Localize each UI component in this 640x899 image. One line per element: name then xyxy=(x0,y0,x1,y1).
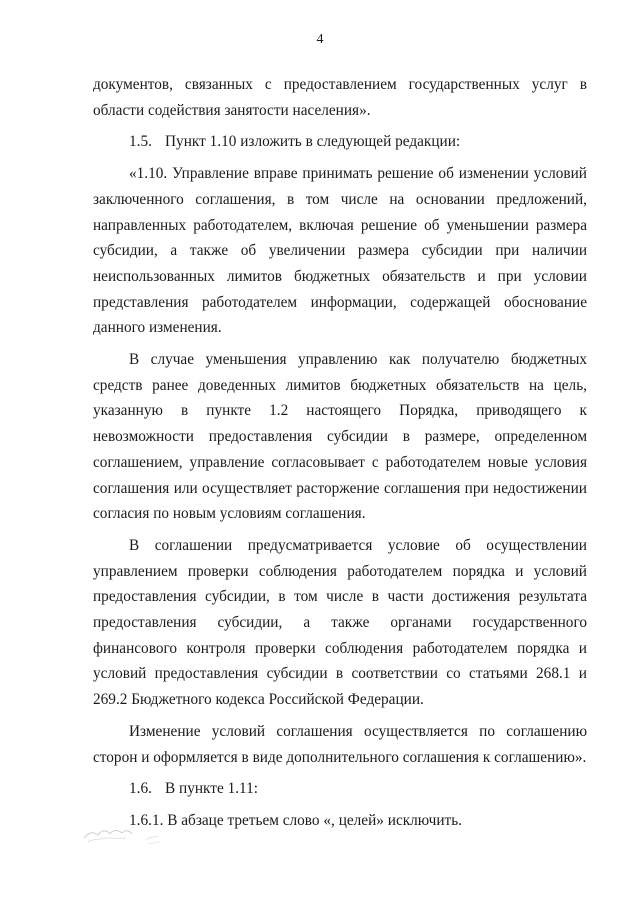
paragraph-clause-1-10: «1.10. Управление вправе принимать решение об изменении условий заключенного соглашения, в том числе на основании предложений, направленных работодателем, включая решение об уменьшении размера субсидии, а также об увеличении размера субсидии при наличии неиспользованных лимитов бюджетных обязательств и при условии представления работодателем информации, содержащей обоснование данного изменения. xyxy=(93,165,587,337)
paragraph-item-1-6-1: 1.6.1. В абзаце третьем слово «, целей» исключить. xyxy=(129,811,463,829)
page-number: 4 xyxy=(316,32,324,47)
document-body xyxy=(93,72,587,834)
item-number: 1.5. xyxy=(129,133,152,151)
paragraph-inspection: В соглашении предусматривается условие об осуществлении управлением проверки соблюдения работодателем порядка и условий предоставления субсидии, в том числе в части достижения результата предоставления субсидии, а также органами государственного финансового контроля проверки соблюдения работодателем порядка и условий предоставления субсидии в соответствии со статьями 268.1 и 269.2 Бюджетного кодекса Российской Федерации. xyxy=(93,536,587,709)
paragraph-budget-reduction: В случае уменьшения управлению как получателю бюджетных средств ранее доведенных лимитов бюджетных обязательств на цель, указанную в пункте 1.2 настоящего Порядка, приводящего к невозможности предоставления субсидии в размере, определенном соглашением, управление согласовывает с работодателем новые условия соглашения или осуществляет расторжение соглашения при недостижении согласия по новым условиям соглашения. xyxy=(93,351,587,523)
faint-scan-mark xyxy=(82,818,192,848)
paragraph-continuation: документов, связанных с предоставлением государственных услуг в области содействия занятости населения». xyxy=(93,76,587,119)
paragraph-item-1-6 xyxy=(93,776,587,802)
paragraph-amendment: Изменение условий соглашения осуществляется по соглашению сторон и оформляется в виде дополнительного соглашения к соглашению». xyxy=(93,722,587,766)
item-text: В пункте 1.11: xyxy=(165,780,259,798)
item-text: Пункт 1.10 изложить в следующей редакции: xyxy=(165,133,461,151)
paragraph-item-1-5 xyxy=(93,129,587,155)
item-number: 1.6. xyxy=(129,780,152,798)
